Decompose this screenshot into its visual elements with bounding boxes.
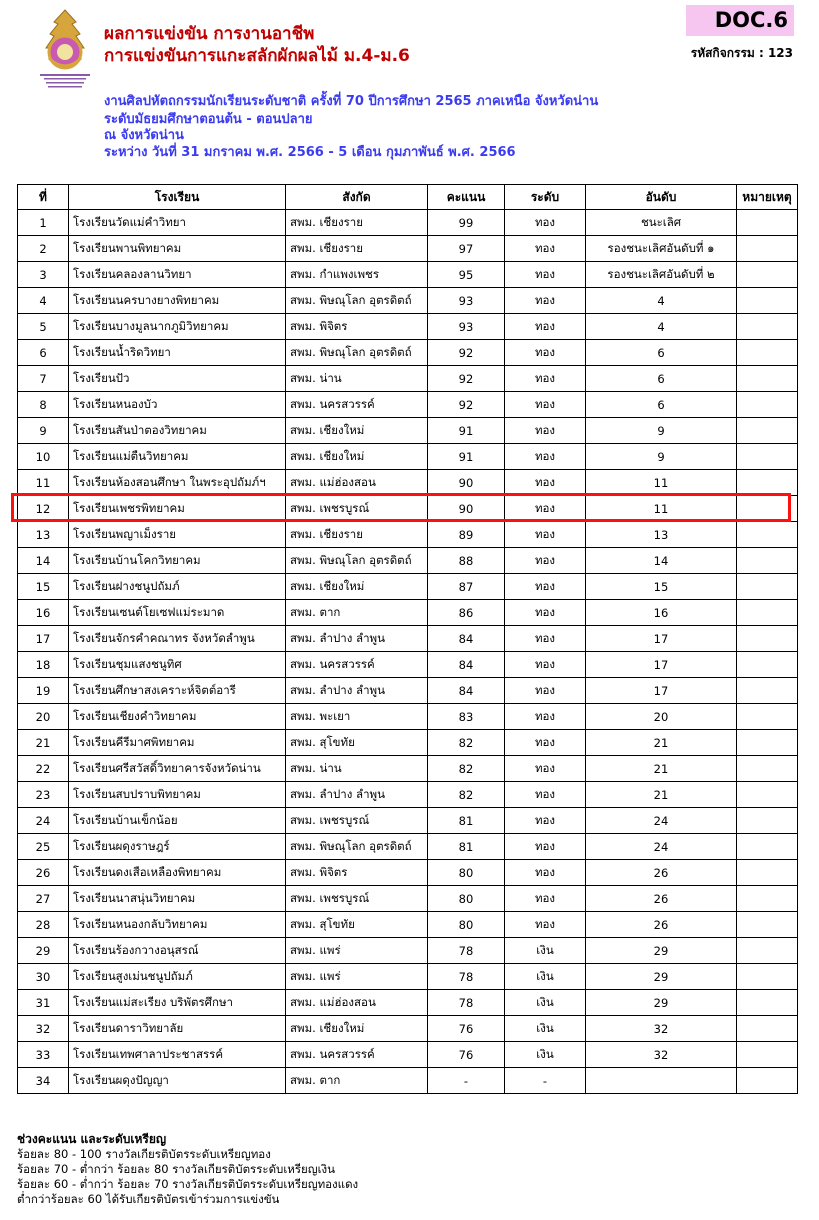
cell-affiliation: สพม. เชียงราย: [286, 522, 428, 548]
cell-affiliation: สพม. นครสวรรค์: [286, 652, 428, 678]
cell-school: โรงเรียนศึกษาสงเคราะห์จิตต์อารี: [69, 678, 286, 704]
cell-school: โรงเรียนบางมูลนากภูมิวิทยาคม: [69, 314, 286, 340]
cell-number: 33: [18, 1042, 69, 1068]
cell-score: 84: [428, 652, 505, 678]
cell-remark: [737, 704, 798, 730]
cell-school: โรงเรียนเทพศาลาประชาสรรค์: [69, 1042, 286, 1068]
cell-score: 82: [428, 782, 505, 808]
cell-score: 90: [428, 470, 505, 496]
cell-score: 81: [428, 808, 505, 834]
cell-school: โรงเรียนเซนต์โยเซฟแม่ระมาด: [69, 600, 286, 626]
cell-score: 78: [428, 938, 505, 964]
cell-level: ทอง: [505, 652, 586, 678]
table-row: [18, 782, 798, 808]
cell-number: 16: [18, 600, 69, 626]
cell-affiliation: สพม. เพชรบูรณ์: [286, 808, 428, 834]
cell-school: โรงเรียนน้ำริดวิทยา: [69, 340, 286, 366]
cell-rank: 4: [586, 314, 737, 340]
cell-school: โรงเรียนพญาเม็งราย: [69, 522, 286, 548]
cell-affiliation: สพม. เชียงใหม่: [286, 418, 428, 444]
cell-number: 4: [18, 288, 69, 314]
legend-line: ร้อยละ 80 - 100 รางวัลเกียรติบัตรระดับเหรียญทอง: [17, 1147, 271, 1161]
cell-school: โรงเรียนพานพิทยาคม: [69, 236, 286, 262]
cell-level: เงิน: [505, 1042, 586, 1068]
cell-rank: 6: [586, 340, 737, 366]
table-row: [18, 574, 798, 600]
cell-rank: 20: [586, 704, 737, 730]
cell-remark: [737, 678, 798, 704]
cell-remark: [737, 964, 798, 990]
cell-remark: [737, 444, 798, 470]
cell-number: 23: [18, 782, 69, 808]
cell-score: 90: [428, 496, 505, 522]
table-row: [18, 990, 798, 1016]
cell-remark: [737, 366, 798, 392]
cell-remark: [737, 600, 798, 626]
cell-remark: [737, 210, 798, 236]
table-row: [18, 600, 798, 626]
cell-rank: 9: [586, 418, 737, 444]
cell-school: โรงเรียนเพชรพิทยาคม: [69, 496, 286, 522]
cell-level: ทอง: [505, 522, 586, 548]
cell-school: โรงเรียนบ้านเข็กน้อย: [69, 808, 286, 834]
cell-score: 78: [428, 990, 505, 1016]
table-row: [18, 392, 798, 418]
cell-rank: 13: [586, 522, 737, 548]
cell-rank: 24: [586, 808, 737, 834]
cell-score: 89: [428, 522, 505, 548]
cell-score: 92: [428, 392, 505, 418]
table-row: [18, 1042, 798, 1068]
cell-remark: [737, 782, 798, 808]
cell-remark: [737, 990, 798, 1016]
cell-level: ทอง: [505, 886, 586, 912]
col-header-score: คะแนน: [428, 185, 505, 210]
cell-number: 27: [18, 886, 69, 912]
cell-rank: 6: [586, 392, 737, 418]
cell-number: 30: [18, 964, 69, 990]
cell-rank: 21: [586, 782, 737, 808]
cell-remark: [737, 340, 798, 366]
cell-number: 14: [18, 548, 69, 574]
cell-remark: [737, 1016, 798, 1042]
cell-remark: [737, 938, 798, 964]
col-header-affiliation: สังกัด: [286, 185, 428, 210]
cell-affiliation: สพม. น่าน: [286, 366, 428, 392]
cell-level: ทอง: [505, 366, 586, 392]
table-row: [18, 288, 798, 314]
table-row: [18, 860, 798, 886]
table-row: [18, 964, 798, 990]
cell-rank: 21: [586, 730, 737, 756]
cell-rank: รองชนะเลิศอันดับที่ ๑: [586, 236, 737, 262]
cell-school: โรงเรียนวัดแม่คำวิทยา: [69, 210, 286, 236]
cell-level: ทอง: [505, 756, 586, 782]
event-name: งานศิลปหัตถกรรมนักเรียนระดับชาติ ครั้งที่ 70 ปีการศึกษา 2565 ภาคเหนือ จังหวัดน่าน: [104, 94, 599, 109]
cell-remark: [737, 834, 798, 860]
cell-score: 99: [428, 210, 505, 236]
cell-school: โรงเรียนหนองกลับวิทยาคม: [69, 912, 286, 938]
cell-affiliation: สพม. เพชรบูรณ์: [286, 886, 428, 912]
cell-affiliation: สพม. ตาก: [286, 600, 428, 626]
cell-number: 12: [18, 496, 69, 522]
cell-level: ทอง: [505, 600, 586, 626]
cell-affiliation: สพม. พิษณุโลก อุตรดิตถ์: [286, 340, 428, 366]
cell-score: 86: [428, 600, 505, 626]
cell-number: 11: [18, 470, 69, 496]
cell-affiliation: สพม. เชียงราย: [286, 210, 428, 236]
page-title: ผลการแข่งขัน การงานอาชีพ: [104, 24, 315, 44]
cell-school: โรงเรียนร้องกวางอนุสรณ์: [69, 938, 286, 964]
cell-level: เงิน: [505, 938, 586, 964]
cell-affiliation: สพม. นครสวรรค์: [286, 392, 428, 418]
cell-remark: [737, 314, 798, 340]
cell-level: ทอง: [505, 496, 586, 522]
table-row: [18, 730, 798, 756]
cell-score: 91: [428, 444, 505, 470]
cell-affiliation: สพม. นครสวรรค์: [286, 1042, 428, 1068]
cell-level: ทอง: [505, 470, 586, 496]
cell-remark: [737, 418, 798, 444]
legend-line: ต่ำกว่าร้อยละ 60 ได้รับเกียรติบัตรเข้าร่วมการแข่งขัน: [17, 1192, 280, 1206]
cell-score: 93: [428, 314, 505, 340]
cell-number: 24: [18, 808, 69, 834]
cell-score: 80: [428, 912, 505, 938]
col-header-number: ที่: [18, 185, 69, 210]
activity-code: รหัสกิจกรรม : 123: [690, 46, 793, 60]
cell-number: 15: [18, 574, 69, 600]
cell-remark: [737, 912, 798, 938]
table-row: [18, 548, 798, 574]
cell-level: ทอง: [505, 236, 586, 262]
table-row: [18, 678, 798, 704]
cell-score: 95: [428, 262, 505, 288]
cell-affiliation: สพม. กำแพงเพชร: [286, 262, 428, 288]
cell-school: โรงเรียนศรีสวัสดิ์วิทยาคารจังหวัดน่าน: [69, 756, 286, 782]
highlight-box-row-12: [11, 493, 791, 522]
cell-remark: [737, 470, 798, 496]
cell-number: 7: [18, 366, 69, 392]
cell-score: 84: [428, 678, 505, 704]
cell-level: ทอง: [505, 678, 586, 704]
table-row: [18, 210, 798, 236]
cell-level: ทอง: [505, 704, 586, 730]
cell-level: ทอง: [505, 860, 586, 886]
cell-level: ทอง: [505, 444, 586, 470]
cell-score: 82: [428, 756, 505, 782]
results-table: [17, 184, 798, 1094]
table-row: [18, 912, 798, 938]
cell-remark: [737, 652, 798, 678]
cell-school: โรงเรียนฝางชนูปถัมภ์: [69, 574, 286, 600]
cell-level: ทอง: [505, 912, 586, 938]
competition-title: การแข่งขันการแกะสลักผักผลไม้ ม.4-ม.6: [104, 46, 410, 66]
cell-school: โรงเรียนชุมแสงชนูทิศ: [69, 652, 286, 678]
cell-affiliation: สพม. พะเยา: [286, 704, 428, 730]
table-row: [18, 366, 798, 392]
cell-affiliation: สพม. แม่ฮ่องสอน: [286, 990, 428, 1016]
event-dates: ระหว่าง วันที่ 31 มกราคม พ.ศ. 2566 - 5 เดือน กุมภาพันธ์ พ.ศ. 2566: [104, 145, 516, 160]
table-row: [18, 938, 798, 964]
cell-remark: [737, 756, 798, 782]
table-row: [18, 652, 798, 678]
table-row: [18, 886, 798, 912]
cell-affiliation: สพม. ลำปาง ลำพูน: [286, 782, 428, 808]
cell-rank: 29: [586, 938, 737, 964]
cell-number: 34: [18, 1068, 69, 1094]
cell-score: 97: [428, 236, 505, 262]
cell-number: 31: [18, 990, 69, 1016]
cell-number: 32: [18, 1016, 69, 1042]
table-row: [18, 626, 798, 652]
cell-affiliation: สพม. ลำปาง ลำพูน: [286, 678, 428, 704]
cell-number: 22: [18, 756, 69, 782]
table-row: [18, 1016, 798, 1042]
cell-score: 76: [428, 1016, 505, 1042]
cell-score: 91: [428, 418, 505, 444]
cell-affiliation: สพม. แพร่: [286, 938, 428, 964]
cell-score: 82: [428, 730, 505, 756]
cell-affiliation: สพม. เชียงราย: [286, 236, 428, 262]
col-header-school: โรงเรียน: [69, 185, 286, 210]
cell-rank: รองชนะเลิศอันดับที่ ๒: [586, 262, 737, 288]
cell-remark: [737, 574, 798, 600]
cell-rank: 29: [586, 964, 737, 990]
cell-rank: 11: [586, 496, 737, 522]
table-row: [18, 808, 798, 834]
cell-number: 21: [18, 730, 69, 756]
cell-rank: 26: [586, 860, 737, 886]
cell-number: 5: [18, 314, 69, 340]
cell-number: 26: [18, 860, 69, 886]
cell-number: 3: [18, 262, 69, 288]
cell-remark: [737, 886, 798, 912]
cell-score: 92: [428, 340, 505, 366]
cell-affiliation: สพม. แม่ฮ่องสอน: [286, 470, 428, 496]
table-row: [18, 522, 798, 548]
cell-score: 83: [428, 704, 505, 730]
table-row: [18, 314, 798, 340]
cell-affiliation: สพม. แพร่: [286, 964, 428, 990]
cell-level: เงิน: [505, 1016, 586, 1042]
cell-remark: [737, 262, 798, 288]
legend-line: ร้อยละ 70 - ต่ำกว่า ร้อยละ 80 รางวัลเกียรติบัตรระดับเหรียญเงิน: [17, 1162, 335, 1176]
cell-rank: [586, 1068, 737, 1094]
cell-school: โรงเรียนนาสนุ่นวิทยาคม: [69, 886, 286, 912]
cell-rank: 29: [586, 990, 737, 1016]
cell-affiliation: สพม. พิจิตร: [286, 860, 428, 886]
cell-level: -: [505, 1068, 586, 1094]
cell-level: ทอง: [505, 730, 586, 756]
cell-level: ทอง: [505, 574, 586, 600]
cell-rank: 4: [586, 288, 737, 314]
cell-score: 87: [428, 574, 505, 600]
cell-rank: 17: [586, 626, 737, 652]
cell-school: โรงเรียนดาราวิทยาลัย: [69, 1016, 286, 1042]
cell-school: โรงเรียนสูงเม่นชนูปถัมภ์: [69, 964, 286, 990]
cell-remark: [737, 522, 798, 548]
cell-affiliation: สพม. น่าน: [286, 756, 428, 782]
cell-remark: [737, 808, 798, 834]
cell-number: 1: [18, 210, 69, 236]
cell-rank: 26: [586, 886, 737, 912]
table-header-row: [18, 185, 798, 210]
cell-score: 78: [428, 964, 505, 990]
cell-level: ทอง: [505, 314, 586, 340]
cell-school: โรงเรียนคีรีมาศพิทยาคม: [69, 730, 286, 756]
cell-number: 28: [18, 912, 69, 938]
results-body: [18, 210, 798, 1094]
cell-number: 29: [18, 938, 69, 964]
cell-level: ทอง: [505, 210, 586, 236]
cell-level: เงิน: [505, 964, 586, 990]
cell-remark: [737, 392, 798, 418]
cell-number: 8: [18, 392, 69, 418]
cell-rank: 24: [586, 834, 737, 860]
cell-remark: [737, 1068, 798, 1094]
table-row: [18, 1068, 798, 1094]
cell-rank: 21: [586, 756, 737, 782]
cell-affiliation: สพม. พิจิตร: [286, 314, 428, 340]
cell-rank: 15: [586, 574, 737, 600]
cell-affiliation: สพม. ตาก: [286, 1068, 428, 1094]
table-row: [18, 418, 798, 444]
cell-affiliation: สพม. เชียงใหม่: [286, 1016, 428, 1042]
cell-school: โรงเรียนเชียงคำวิทยาคม: [69, 704, 286, 730]
col-header-level: ระดับ: [505, 185, 586, 210]
cell-level: ทอง: [505, 262, 586, 288]
cell-level: ทอง: [505, 782, 586, 808]
col-header-rank: อันดับ: [586, 185, 737, 210]
cell-score: -: [428, 1068, 505, 1094]
table-row: [18, 262, 798, 288]
cell-number: 20: [18, 704, 69, 730]
cell-rank: 32: [586, 1042, 737, 1068]
table-row: [18, 756, 798, 782]
cell-affiliation: สพม. พิษณุโลก อุตรดิตถ์: [286, 288, 428, 314]
cell-rank: 17: [586, 678, 737, 704]
cell-score: 76: [428, 1042, 505, 1068]
cell-school: โรงเรียนหนองบัว: [69, 392, 286, 418]
cell-number: 13: [18, 522, 69, 548]
cell-level: ทอง: [505, 418, 586, 444]
cell-number: 10: [18, 444, 69, 470]
cell-score: 92: [428, 366, 505, 392]
cell-remark: [737, 860, 798, 886]
cell-level: ทอง: [505, 548, 586, 574]
cell-affiliation: สพม. สุโขทัย: [286, 912, 428, 938]
cell-rank: ชนะเลิศ: [586, 210, 737, 236]
cell-school: โรงเรียนนครบางยางพิทยาคม: [69, 288, 286, 314]
table-row: [18, 444, 798, 470]
table-row: [18, 470, 798, 496]
cell-number: 6: [18, 340, 69, 366]
legend-line: ร้อยละ 60 - ต่ำกว่า ร้อยละ 70 รางวัลเกียรติบัตรระดับเหรียญทองแดง: [17, 1177, 359, 1191]
doc-code-badge: DOC.6: [686, 5, 794, 36]
cell-school: โรงเรียนจักรคำคณาทร จังหวัดลำพูน: [69, 626, 286, 652]
organization-logo: [36, 8, 94, 90]
cell-school: โรงเรียนสันป่าตองวิทยาคม: [69, 418, 286, 444]
cell-affiliation: สพม. ลำปาง ลำพูน: [286, 626, 428, 652]
cell-level: ทอง: [505, 288, 586, 314]
cell-remark: [737, 288, 798, 314]
cell-affiliation: สพม. เพชรบูรณ์: [286, 496, 428, 522]
cell-number: 9: [18, 418, 69, 444]
cell-rank: 11: [586, 470, 737, 496]
cell-rank: 6: [586, 366, 737, 392]
cell-remark: [737, 730, 798, 756]
cell-score: 81: [428, 834, 505, 860]
cell-remark: [737, 548, 798, 574]
cell-school: โรงเรียนดงเสือเหลืองพิทยาคม: [69, 860, 286, 886]
event-location: ณ จังหวัดน่าน: [104, 128, 184, 143]
cell-number: 2: [18, 236, 69, 262]
cell-rank: 14: [586, 548, 737, 574]
cell-school: โรงเรียนผดุงราษฎร์: [69, 834, 286, 860]
cell-score: 88: [428, 548, 505, 574]
cell-rank: 26: [586, 912, 737, 938]
table-row: [18, 704, 798, 730]
cell-rank: 9: [586, 444, 737, 470]
cell-affiliation: สพม. พิษณุโลก อุตรดิตถ์: [286, 834, 428, 860]
cell-level: ทอง: [505, 392, 586, 418]
cell-rank: 17: [586, 652, 737, 678]
legend-title: ช่วงคะแนน และระดับเหรียญ: [17, 1132, 167, 1146]
cell-rank: 32: [586, 1016, 737, 1042]
cell-school: โรงเรียนแม่สะเรียง บริพัตรศึกษา: [69, 990, 286, 1016]
cell-level: เงิน: [505, 990, 586, 1016]
table-row: [18, 834, 798, 860]
cell-number: 18: [18, 652, 69, 678]
cell-remark: [737, 236, 798, 262]
cell-affiliation: สพม. พิษณุโลก อุตรดิตถ์: [286, 548, 428, 574]
cell-school: โรงเรียนคลองลานวิทยา: [69, 262, 286, 288]
cell-level: ทอง: [505, 626, 586, 652]
cell-affiliation: สพม. เชียงใหม่: [286, 444, 428, 470]
cell-number: 17: [18, 626, 69, 652]
cell-school: โรงเรียนแม่ตืนวิทยาคม: [69, 444, 286, 470]
col-header-remark: หมายเหตุ: [737, 185, 798, 210]
cell-score: 84: [428, 626, 505, 652]
cell-remark: [737, 1042, 798, 1068]
cell-school: โรงเรียนสบปราบพิทยาคม: [69, 782, 286, 808]
cell-level: ทอง: [505, 340, 586, 366]
cell-number: 25: [18, 834, 69, 860]
cell-score: 80: [428, 886, 505, 912]
cell-level: ทอง: [505, 808, 586, 834]
cell-score: 80: [428, 860, 505, 886]
table-row: [18, 340, 798, 366]
cell-score: 93: [428, 288, 505, 314]
cell-rank: 16: [586, 600, 737, 626]
cell-school: โรงเรียนห้องสอนศึกษา ในพระอุปถัมภ์ฯ: [69, 470, 286, 496]
cell-remark: [737, 626, 798, 652]
cell-number: 19: [18, 678, 69, 704]
education-level: ระดับมัธยมศึกษาตอนต้น - ตอนปลาย: [104, 112, 313, 127]
cell-affiliation: สพม. สุโขทัย: [286, 730, 428, 756]
cell-school: โรงเรียนบ้านโคกวิทยาคม: [69, 548, 286, 574]
cell-school: โรงเรียนปัว: [69, 366, 286, 392]
cell-level: ทอง: [505, 834, 586, 860]
cell-school: โรงเรียนผดุงปัญญา: [69, 1068, 286, 1094]
table-row: [18, 236, 798, 262]
cell-affiliation: สพม. เชียงใหม่: [286, 574, 428, 600]
